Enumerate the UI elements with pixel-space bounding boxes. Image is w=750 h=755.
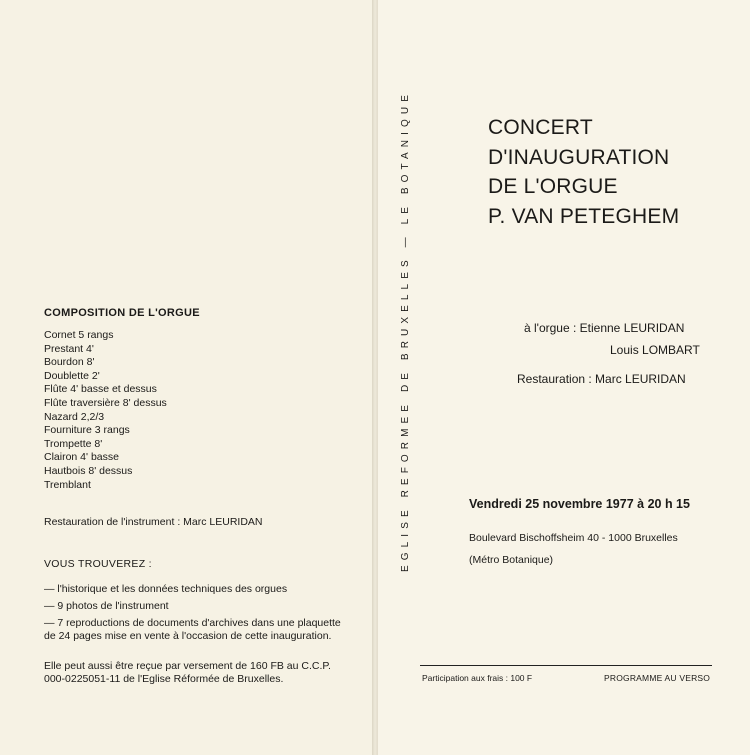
organ-stop: Nazard 2,2/3: [44, 410, 105, 423]
organ-stop: Clairon 4' basse: [44, 451, 119, 464]
divider-line: [420, 665, 712, 666]
organ-stop: Fourniture 3 rangs: [44, 424, 130, 437]
vous-trouverez-heading: VOUS TROUVEREZ :: [44, 558, 152, 570]
organ-stop: Cornet 5 rangs: [44, 329, 114, 341]
programme-au-verso: PROGRAMME AU VERSO: [604, 673, 711, 683]
participation-fee: Participation aux frais : 100 F: [422, 673, 533, 683]
title-line: DE L'ORGUE: [488, 175, 618, 198]
organ-stop: Bourdon 8': [44, 356, 95, 369]
booklet-item: — 9 photos de l'instrument: [44, 600, 169, 612]
concert-title: [488, 113, 679, 231]
organist-line: à l'orgue : Etienne LEURIDAN: [524, 321, 685, 335]
organ-stop: Hautbois 8' dessus: [44, 464, 133, 477]
instrument-restoration-credit: Restauration de l'instrument : Marc LEURIDAN: [44, 516, 263, 528]
organ-stop: Flûte traversière 8' dessus: [44, 396, 167, 409]
title-line: CONCERT: [488, 116, 593, 139]
organ-stop: Tremblant: [44, 478, 91, 491]
restoration-credit: Restauration : Marc LEURIDAN: [517, 372, 686, 386]
booklet-contents-list: [44, 583, 354, 647]
organ-stop: Trompette 8': [44, 437, 103, 450]
payment-note: Elle peut aussi être reçue par versement de 160 FB au C.C.P. 000-0225051-11 de l'Eglise Réformée de Bruxelles.: [44, 660, 331, 685]
organ-stop: Flûte 4' basse et dessus: [44, 383, 157, 396]
concert-address: Boulevard Bischoffsheim 40 - 1000 Bruxelles: [469, 532, 678, 544]
composition-title: COMPOSITION DE L'ORGUE: [44, 307, 200, 319]
organist-second: Louis LOMBART: [610, 343, 700, 357]
booklet-item: — l'historique et les données techniques des orgues: [44, 583, 288, 595]
concert-date: Vendredi 25 novembre 1977 à 20 h 15: [469, 497, 690, 511]
metro-station: (Métro Botanique): [469, 554, 554, 566]
organ-stops-list: [44, 329, 167, 492]
booklet-item: — 7 reproductions de documents d'archives dans une plaquette de 24 pages mise en vente à l'occasion de cette inauguration.: [44, 617, 341, 642]
church-vertical-label: EGLISE REFORMEE DE BRUXELLES — LE BOTANIQUE: [400, 90, 411, 572]
organ-stop: Doublette 2': [44, 369, 100, 382]
organ-stop: Prestant 4': [44, 342, 94, 355]
title-line: D'INAUGURATION: [488, 145, 670, 169]
left-panel: [0, 0, 372, 755]
title-line: P. VAN PETEGHEM: [488, 204, 680, 228]
